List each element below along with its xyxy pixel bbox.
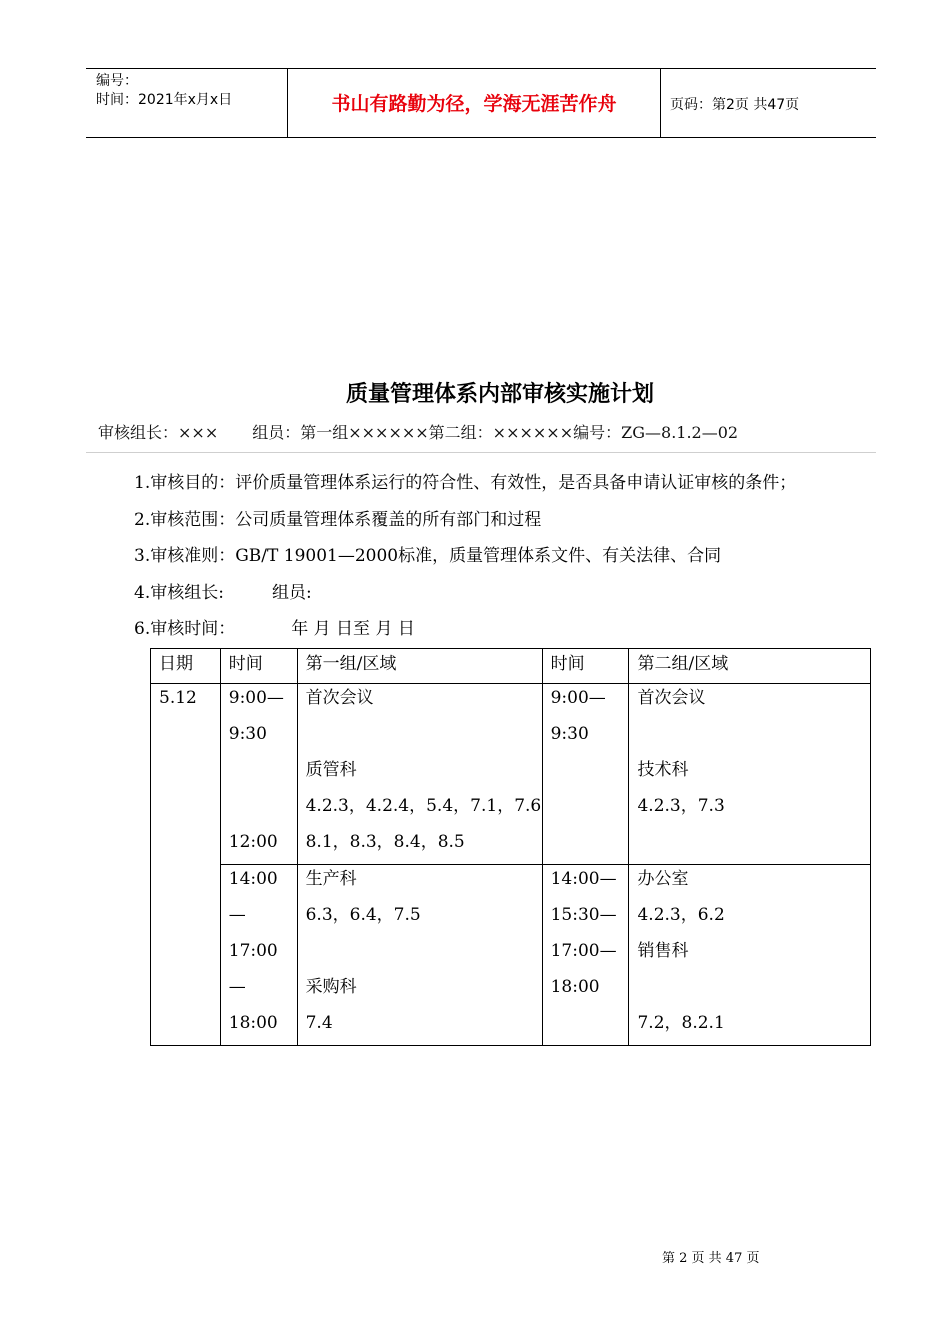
header-group-1: 第一组/区域 bbox=[297, 649, 542, 684]
cell-line bbox=[637, 828, 870, 864]
audit-time bbox=[134, 614, 415, 639]
header-meta bbox=[96, 72, 232, 110]
time2-cell bbox=[542, 865, 629, 1046]
divider-rule bbox=[86, 452, 876, 453]
header-date: 日期 bbox=[151, 649, 221, 684]
time1-cell bbox=[220, 684, 297, 865]
cell-line: — bbox=[228, 905, 246, 925]
group2-cell bbox=[629, 865, 871, 1046]
cell-line bbox=[229, 792, 297, 828]
cell-line bbox=[306, 937, 542, 973]
group1-cell bbox=[297, 684, 542, 865]
cell-line: 销售科 bbox=[637, 941, 689, 961]
cell-line: 技术科 bbox=[637, 760, 689, 780]
cell-line bbox=[637, 973, 870, 1009]
document-title: 质量管理体系内部审核实施计划 bbox=[345, 382, 654, 407]
audit-scope: 2.审核范围：公司质量管理体系覆盖的所有部门和过程 bbox=[134, 510, 542, 530]
group1-cell bbox=[297, 865, 542, 1046]
header-group-2: 第二组/区域 bbox=[629, 649, 871, 684]
cell-line: 4.2.3，4.2.4，5.4，7.1，7.6 bbox=[305, 796, 542, 816]
cell-line bbox=[551, 828, 629, 864]
header-time-1: 时间 bbox=[220, 649, 297, 684]
cell-line: 6.3，6.4，7.5 bbox=[305, 905, 421, 925]
cell-line bbox=[551, 792, 629, 828]
audit-time-template: 年 月 日至 月 日 bbox=[291, 619, 415, 639]
audit-members-code: 组员：第一组××××××第二组：××××××编号：ZG—8.1.2—02 bbox=[252, 423, 739, 442]
cell-line: 9:30 bbox=[228, 724, 267, 744]
schedule-table bbox=[150, 648, 871, 1046]
audit-leader: 审核组长：××× bbox=[98, 423, 219, 442]
audit-time-label: 6.审核时间： bbox=[134, 619, 236, 639]
page-header bbox=[86, 68, 876, 138]
cell-line: 17:00— bbox=[550, 941, 617, 961]
cell-line: 生产科 bbox=[305, 869, 357, 889]
table-row bbox=[151, 865, 871, 1046]
cell-line: 14:00— bbox=[550, 869, 617, 889]
cell-line: 18:00 bbox=[228, 1013, 278, 1033]
cell-line bbox=[229, 756, 297, 792]
cell-line: 7.4 bbox=[305, 1013, 333, 1033]
cell-line: 9:00— bbox=[228, 688, 284, 708]
audit-members-label: 组员: bbox=[271, 583, 312, 603]
cell-line: 首次会议 bbox=[637, 688, 706, 708]
header-time-2: 时间 bbox=[542, 649, 629, 684]
time1-cell bbox=[220, 865, 297, 1046]
table-row bbox=[151, 684, 871, 865]
cell-line bbox=[551, 1009, 629, 1045]
audit-leader-label: 4.审核组长: bbox=[134, 583, 224, 603]
cell-line bbox=[306, 720, 542, 756]
group2-cell bbox=[629, 684, 871, 865]
cell-line bbox=[551, 756, 629, 792]
cell-line: 8.1，8.3，8.4，8.5 bbox=[305, 832, 465, 852]
audit-team bbox=[134, 578, 312, 603]
audit-criteria: 3.审核准则：GB/T 19001—2000标准，质量管理体系文件、有关法律、合同 bbox=[134, 546, 722, 566]
cell-line: 质管科 bbox=[305, 760, 357, 780]
cell-line: 9:30 bbox=[550, 724, 589, 744]
date-cell bbox=[151, 684, 221, 1046]
cell-line: — bbox=[228, 977, 246, 997]
cell-line: 办公室 bbox=[637, 869, 689, 889]
cell-line: 首次会议 bbox=[305, 688, 374, 708]
audit-purpose: 1.审核目的：评价质量管理体系运行的符合性、有效性，是否具备申请认证审核的条件； bbox=[134, 473, 797, 493]
time2-cell bbox=[542, 684, 629, 865]
cell-line: 12:00 bbox=[228, 832, 278, 852]
cell-line: 17:00 bbox=[228, 941, 278, 961]
cell-line: 采购科 bbox=[305, 977, 357, 997]
header-slogan: 书山有路勤为径，学海无涯苦作舟 bbox=[331, 93, 617, 115]
header-divider bbox=[660, 69, 661, 137]
cell-line: 18:00 bbox=[550, 977, 600, 997]
header-page-number: 页码：第2页 共47页 bbox=[670, 97, 800, 113]
cell-line: 4.2.3，6.2 bbox=[637, 905, 725, 925]
cell-line: 7.2，8.2.1 bbox=[637, 1013, 725, 1033]
date-value: 5.12 bbox=[159, 688, 197, 708]
page-footer: 第 2 页 共 47 页 bbox=[662, 1251, 760, 1266]
table-header-row bbox=[151, 649, 871, 684]
cell-line: 4.2.3，7.3 bbox=[637, 796, 725, 816]
audit-team-line bbox=[98, 420, 738, 443]
cell-line: 14:00 bbox=[228, 869, 278, 889]
cell-line: 9:00— bbox=[550, 688, 606, 708]
code-label: 编号： bbox=[96, 73, 138, 89]
time-label: 时间：2021年x月x日 bbox=[96, 92, 233, 108]
cell-line bbox=[637, 720, 870, 756]
cell-line: 15:30— bbox=[550, 905, 617, 925]
